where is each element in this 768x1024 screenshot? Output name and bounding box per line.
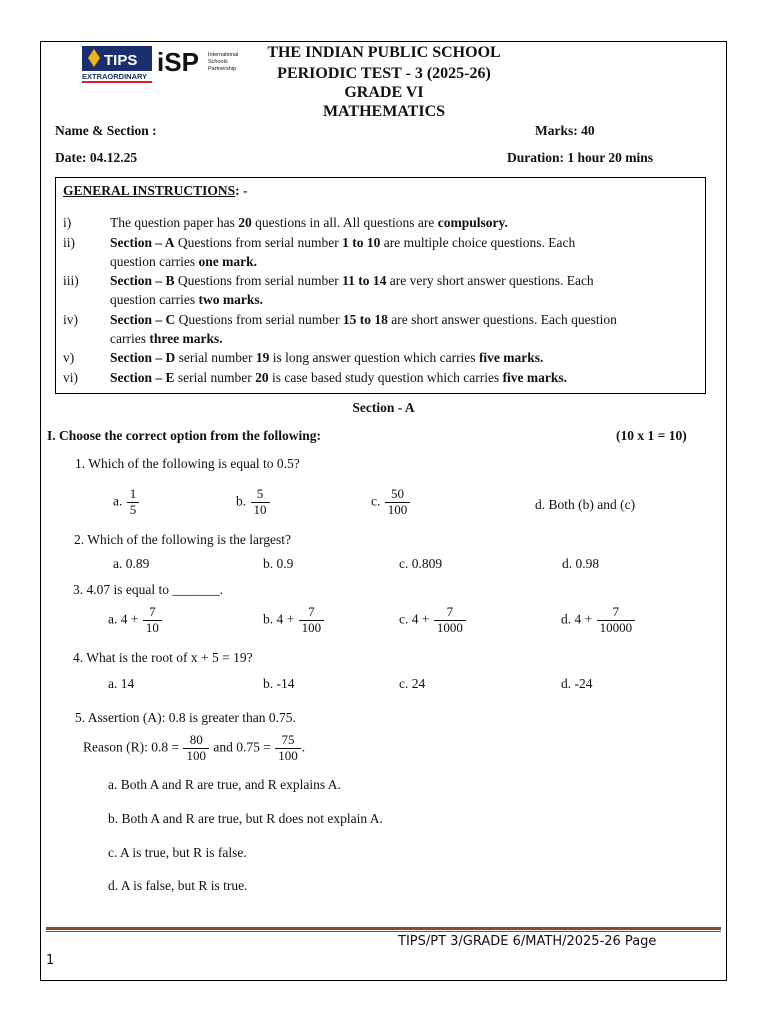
q4-option-c: c. 24 <box>399 676 426 691</box>
question-4: 4. What is the root of x + 5 = 19? <box>73 650 253 665</box>
name-section-label: Name & Section : <box>55 123 157 138</box>
question-1: 1. Which of the following is equal to 0.5? <box>75 456 300 471</box>
question-3: 3. 4.07 is equal to _______. <box>73 582 223 597</box>
q1-option-b: b. $\frac{5}{10}$ <box>236 487 271 518</box>
marks-label: Marks: 40 <box>535 123 595 138</box>
subject: MATHEMATICS <box>322 103 446 120</box>
footer-rule-thin <box>46 931 721 932</box>
date-label: Date: 04.12.25 <box>55 150 138 165</box>
question-2: 2. Which of the following is the largest? <box>74 532 291 547</box>
q5-reason: Reason (R): 0.8 = $\frac{80}{100}$ and 0.75 = $\frac{75}{100}$ . <box>83 732 306 763</box>
q5-option-c: c. A is true, but R is false. <box>108 845 247 860</box>
q1-option-c: c. $\frac{50}{100}$ <box>371 487 411 518</box>
q2-option-d: d. 0.98 <box>562 556 600 571</box>
svg-text:TIPS: TIPS <box>104 52 138 69</box>
section-a-marks: (10 x 1 = 10) <box>616 428 687 443</box>
question-5: 5. Assertion (A): 0.8 is greater than 0.75. <box>75 710 296 725</box>
q2-option-a: a. 0.89 <box>113 556 150 571</box>
instructions-heading: GENERAL INSTRUCTIONS: - <box>63 183 248 198</box>
test-name: PERIODIC TEST - 3 (2025-26) <box>277 65 491 82</box>
q1-option-d: d. Both (b) and (c) <box>535 497 636 512</box>
q3-option-b: b. 4 + $\frac{7}{100}$ <box>263 605 325 636</box>
school-name: THE INDIAN PUBLIC SCHOOL <box>267 44 501 61</box>
q3-option-c: c. 4 + $\frac{7}{1000}$ <box>399 605 467 636</box>
svg-text:Partnership: Partnership <box>208 66 237 72</box>
svg-text:Schools: Schools <box>208 59 228 65</box>
q2-option-c: c. 0.809 <box>399 556 443 571</box>
footer-text: TIPS/PT 3/GRADE 6/MATH/2025-26 Page <box>398 934 657 949</box>
q5-option-a: a. Both A and R are true, and R explains A. <box>108 777 341 792</box>
q4-option-d: d. -24 <box>561 676 593 691</box>
footer-rule <box>46 927 721 930</box>
q5-option-d: d. A is false, but R is true. <box>108 878 248 893</box>
school-logo <box>80 44 250 84</box>
grade: GRADE VI <box>344 84 424 101</box>
page-number: 1 <box>46 953 55 968</box>
svg-text:International: International <box>208 52 239 58</box>
q5-option-b: b. Both A and R are true, but R does not explain A. <box>108 811 383 826</box>
q4-option-b: b. -14 <box>263 676 295 691</box>
svg-text:EXTRAORDINARY: EXTRAORDINARY <box>82 72 148 81</box>
q1-option-a: a. $\frac{1}{5}$ <box>113 487 140 518</box>
q3-option-d: d. 4 + $\frac{7}{10000}$ <box>561 605 636 636</box>
q4-option-a: a. 14 <box>108 676 135 691</box>
section-a-title: Section - A <box>352 400 415 415</box>
q2-option-b: b. 0.9 <box>263 556 294 571</box>
duration-label: Duration: 1 hour 20 mins <box>507 150 654 165</box>
section-a-instruction: I. Choose the correct option from the following: <box>47 428 321 443</box>
svg-text:iSP: iSP <box>157 47 199 77</box>
q3-option-a: a. 4 + $\frac{7}{10}$ <box>108 605 163 636</box>
